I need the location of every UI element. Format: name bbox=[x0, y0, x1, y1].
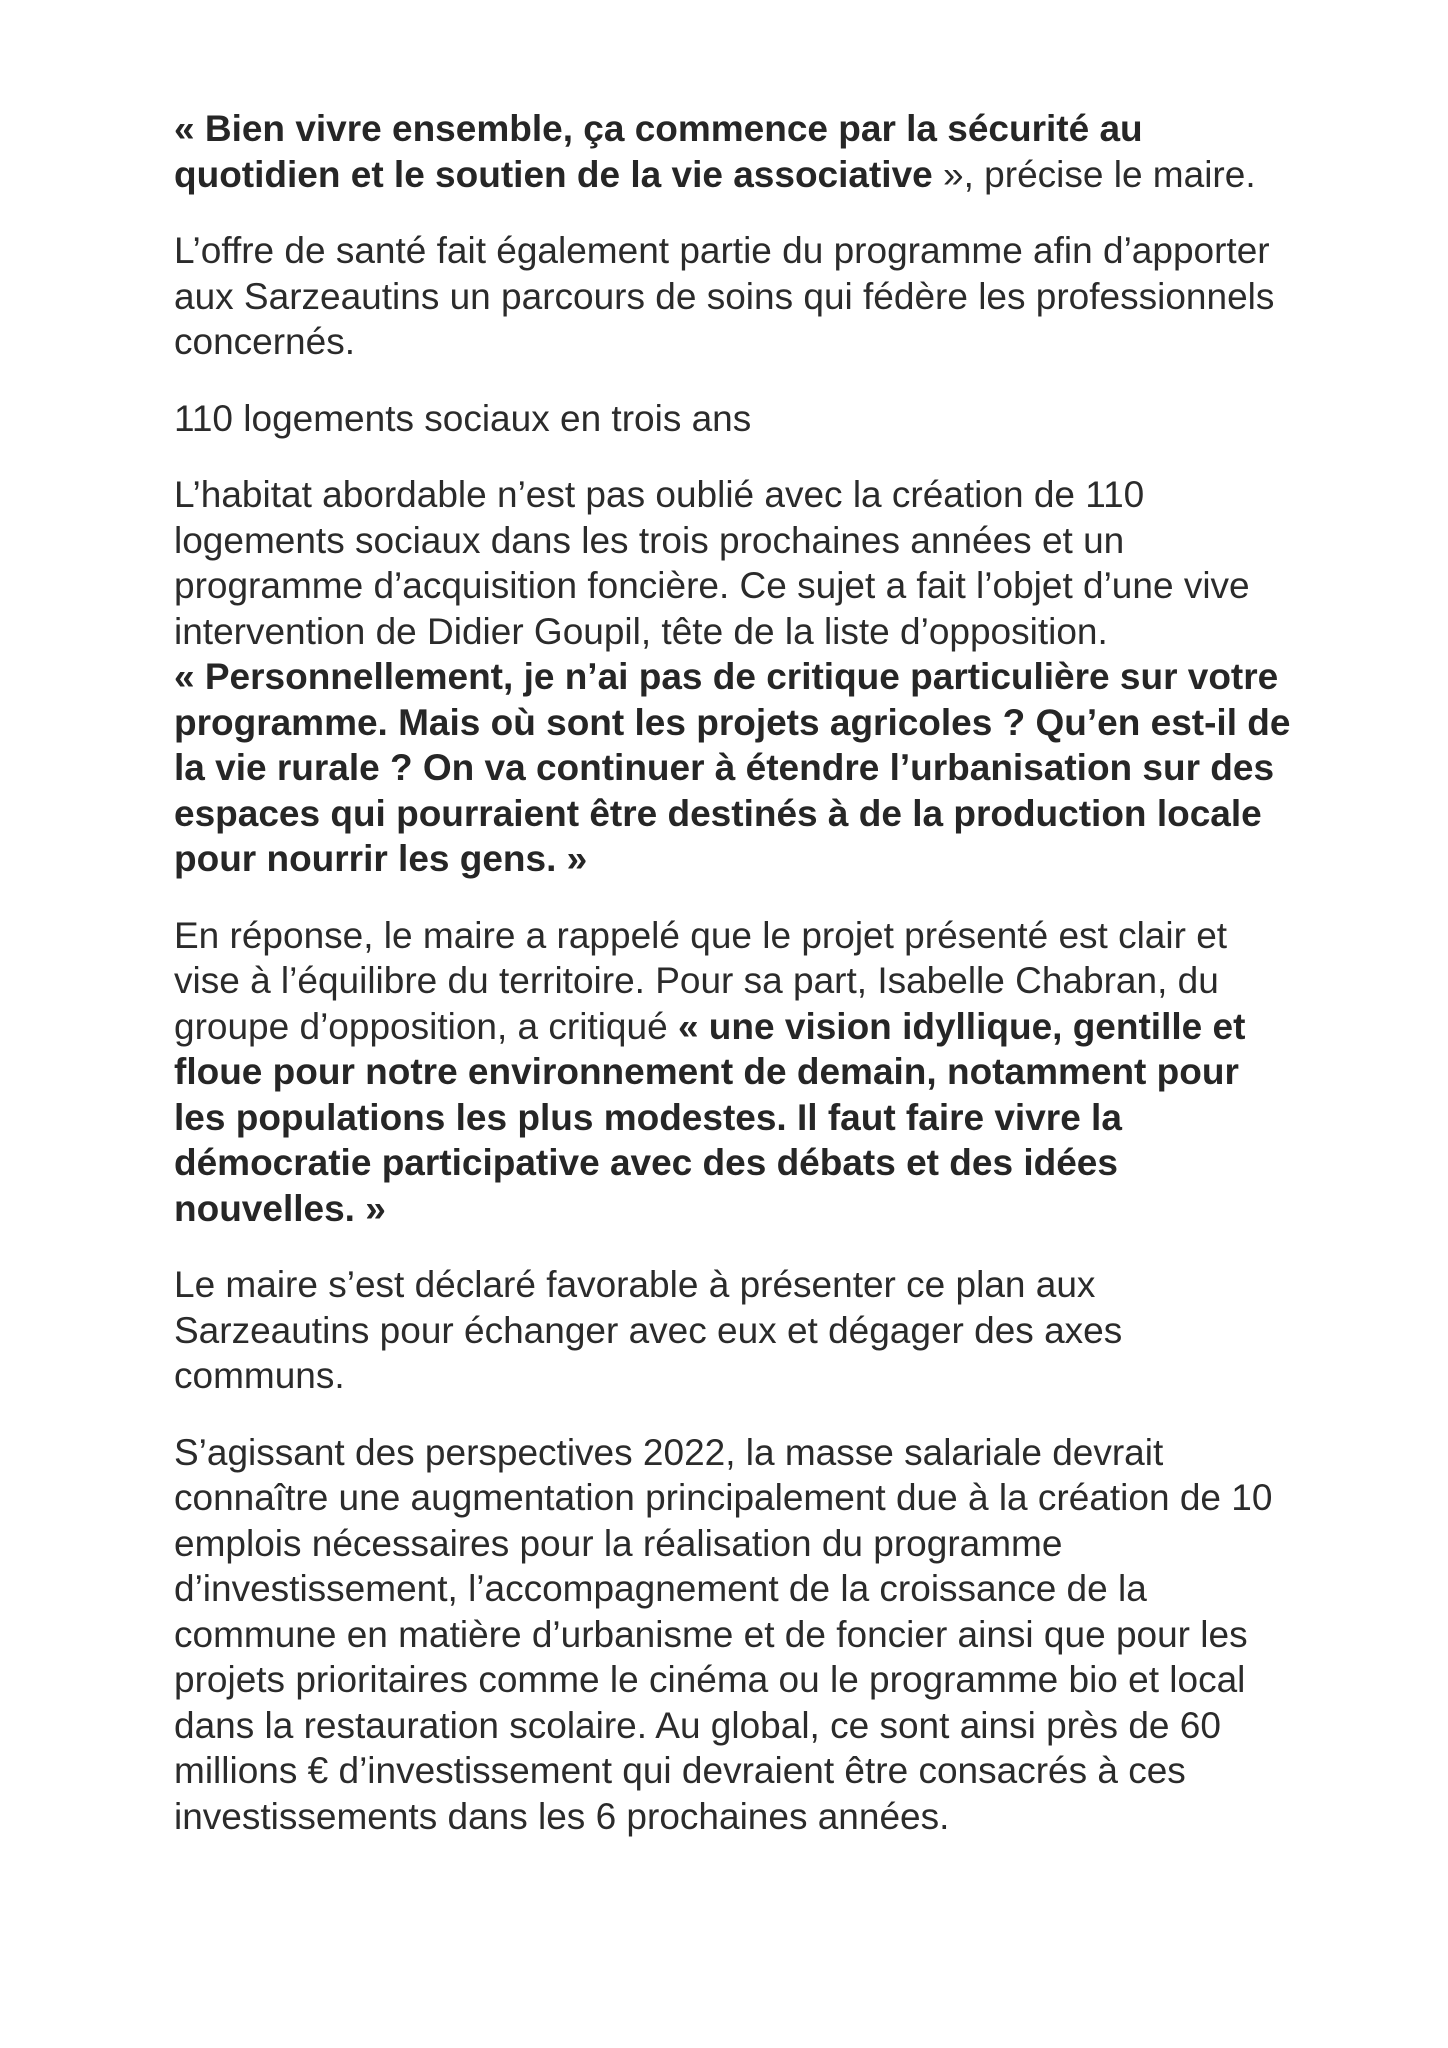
mayor-quote-attribution: », précise le maire. bbox=[932, 153, 1256, 195]
paragraph-health-offer: L’offre de santé fait également partie du programme afin d’apporter aux Sarzeautins un parcours de soins qui fédère les professionnels concernés. bbox=[174, 230, 1275, 362]
paragraph-mayor-quote bbox=[174, 106, 1294, 197]
opposition-quote-goupil: « Personnellement, je n’ai pas de critique particulière sur votre programme. Mais où sont les projets agricoles ? Qu’en est-il de la vie rurale ? On va continuer à étendre l’urbanisation sur des espaces qui pourraient être destinés à de la production locale pour nourrir les gens. » bbox=[174, 656, 1291, 879]
paragraph-response bbox=[174, 913, 1294, 1232]
paragraph-housing bbox=[174, 472, 1294, 882]
housing-text: L’habitat abordable n’est pas oublié avec la création de 110 logements sociaux dans les trois prochaines années et un programme d’acquisition foncière. Ce sujet a fait l’objet d’une vive intervention de Didier Goupil, tête de la liste d’opposition. bbox=[174, 474, 1250, 652]
mayor-quote-bold: « Bien vivre ensemble, ça commence par la sécurité au quotidien et le soutien de la vie associative bbox=[174, 108, 1143, 195]
section-heading: 110 logements sociaux en trois ans bbox=[174, 397, 752, 439]
paragraph-mayor-favorable: Le maire s’est déclaré favorable à présenter ce plan aux Sarzeautins pour échanger avec eux et dégager des axes communs. bbox=[174, 1264, 1123, 1396]
document-page bbox=[174, 106, 1294, 1870]
response-text: En réponse, le maire a rappelé que le projet présenté est clair et vise à l’équilibre du territoire. Pour sa part, Isabelle Chabran, du groupe d’opposition, a critiqué bbox=[174, 914, 1228, 1047]
paragraph-perspectives-2022: S’agissant des perspectives 2022, la masse salariale devrait connaître une augmentation principalement due à la création de 10 emplois nécessaires pour la réalisation du programme d’investissement, l’accompagnement de la croissance de la commune en matière d’urbanisme et de foncier ainsi que pour les projets prioritaires comme le cinéma ou le programme bio et local dans la restauration scolaire. Au global, ce sont ainsi près de 60 millions € d’investissement qui devraient être consacrés à ces investissements dans les 6 prochaines années. bbox=[174, 1431, 1273, 1837]
opposition-quote-chabran: « une vision idyllique, gentille et floue pour notre environnement de demain, notamment pour les populations les plus modestes. Il faut faire vivre la démocratie participative avec des débats et des idées nouvelles. » bbox=[174, 1005, 1246, 1229]
